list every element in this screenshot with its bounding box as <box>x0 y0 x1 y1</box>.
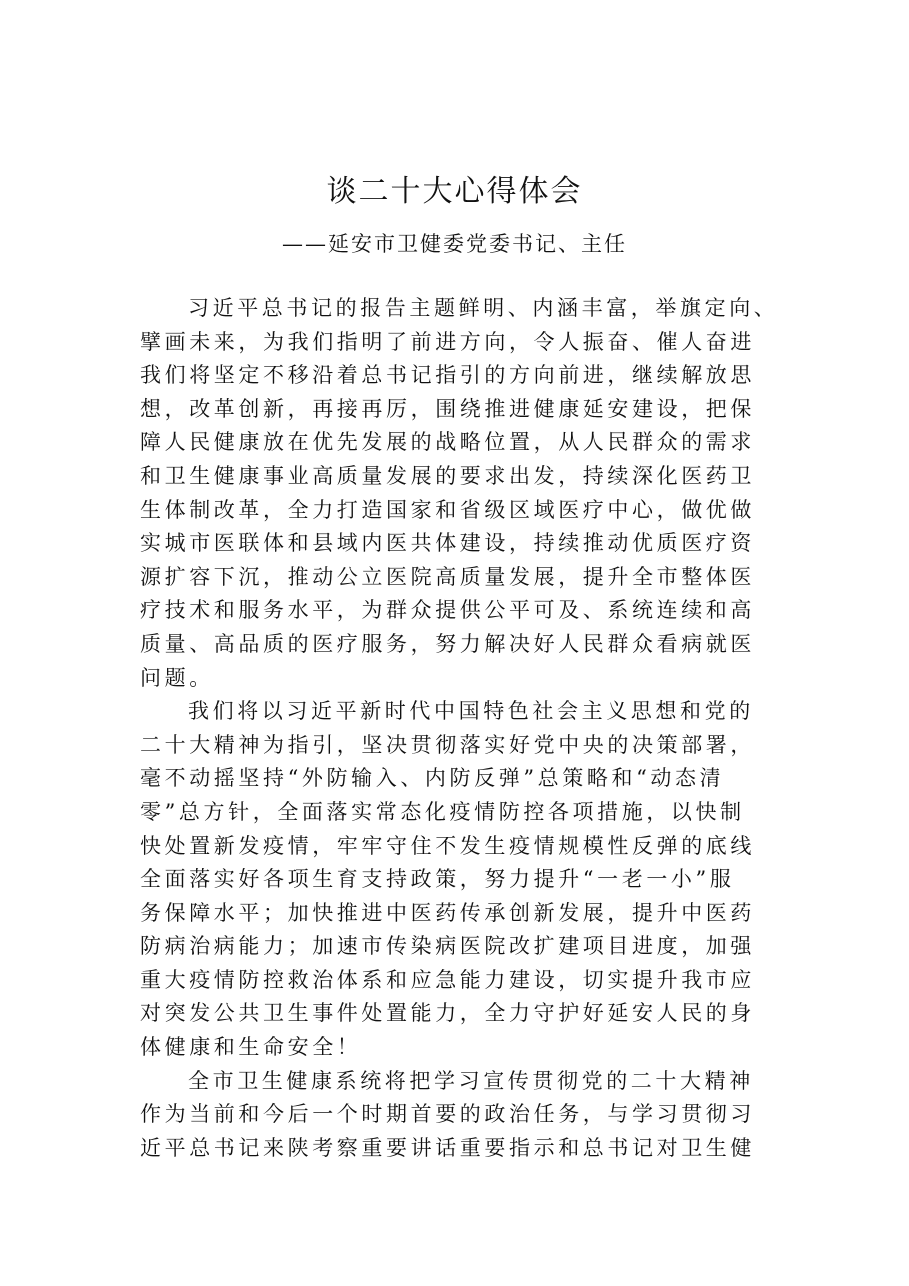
paragraph-1-line: 疗技术和服务水平，为群众提供公平可及、系统连续和高 <box>140 598 755 623</box>
paragraph-1-line: 质量、高品质的医疗服务，努力解决好人民群众看病就医 <box>140 631 755 656</box>
paragraph-2-line: 毫不动摇坚持“外防输入、内防反弹”总策略和“动态清 <box>140 766 725 791</box>
paragraph-2-line: 快处置新发疫情，牢牢守住不发生疫情规模性反弹的底线 <box>140 833 755 858</box>
paragraph-2-line: 重大疫情防控救治体系和应急能力建设，切实提升我市应 <box>140 967 755 992</box>
paragraph-2-line: 对突发公共卫生事件处置能力，全力守护好延安人民的身 <box>140 1001 755 1026</box>
document-subtitle: ——延安市卫健委党委书记、主任 <box>282 232 627 256</box>
paragraph-2-line: 防病治病能力；加速市传染病医院改扩建项目进度，加强 <box>140 934 755 959</box>
paragraph-2-line: 零”总方针，全面落实常态化疫情防控各项措施，以快制 <box>140 799 745 824</box>
paragraph-3-line: 全市卫生健康系统将把学习宣传贯彻党的二十大精神 <box>188 1068 754 1093</box>
document-body <box>140 292 820 1165</box>
paragraph-1-line: 我们将坚定不移沿着总书记指引的方向前进，继续解放思 <box>140 363 755 388</box>
paragraph-1-line: 源扩容下沉，推动公立医院高质量发展，提升全市整体医 <box>140 564 755 589</box>
paragraph-2-line: 全面落实好各项生育支持政策，努力提升“一老一小”服 <box>140 867 735 892</box>
paragraph-1-line: 习近平总书记的报告主题鲜明、内涵丰富，举旗定向、 <box>188 296 779 320</box>
paragraph-2-line: 我们将以习近平新时代中国特色社会主义思想和党的 <box>188 699 754 724</box>
paragraph-2-line: 二十大精神为指引，坚决贯彻落实好党中央的决策部署， <box>140 732 755 757</box>
paragraph-1-line: 擘画未来，为我们指明了前进方向，令人振奋、催人奋进 <box>140 329 755 354</box>
paragraph-1-line: 生体制改革，全力打造国家和省级区域医疗中心，做优做 <box>140 497 755 522</box>
paragraph-1-line: 想，改革创新，再接再厉，围绕推进健康延安建设，把保 <box>140 396 755 421</box>
paragraph-3-line: 近平总书记来陕考察重要讲话重要指示和总书记对卫生健 <box>140 1135 755 1160</box>
paragraph-3-line: 作为当前和今后一个时期首要的政治任务，与学习贯彻习 <box>140 1102 755 1127</box>
paragraph-2-line: 体健康和生命安全！ <box>140 1035 362 1060</box>
paragraph-1-line: 障人民健康放在优先发展的战略位置，从人民群众的需求 <box>140 430 755 455</box>
paragraph-1-line: 和卫生健康事业高质量发展的要求出发，持续深化医药卫 <box>140 463 755 488</box>
paragraph-1-line: 实城市医联体和县域内医共体建设，持续推动优质医疗资 <box>140 531 755 556</box>
document-title: 谈二十大心得体会 <box>326 174 583 209</box>
paragraph-2-line: 务保障水平；加快推进中医药传承创新发展，提升中医药 <box>140 900 755 925</box>
paragraph-1-line: 问题。 <box>140 665 214 690</box>
